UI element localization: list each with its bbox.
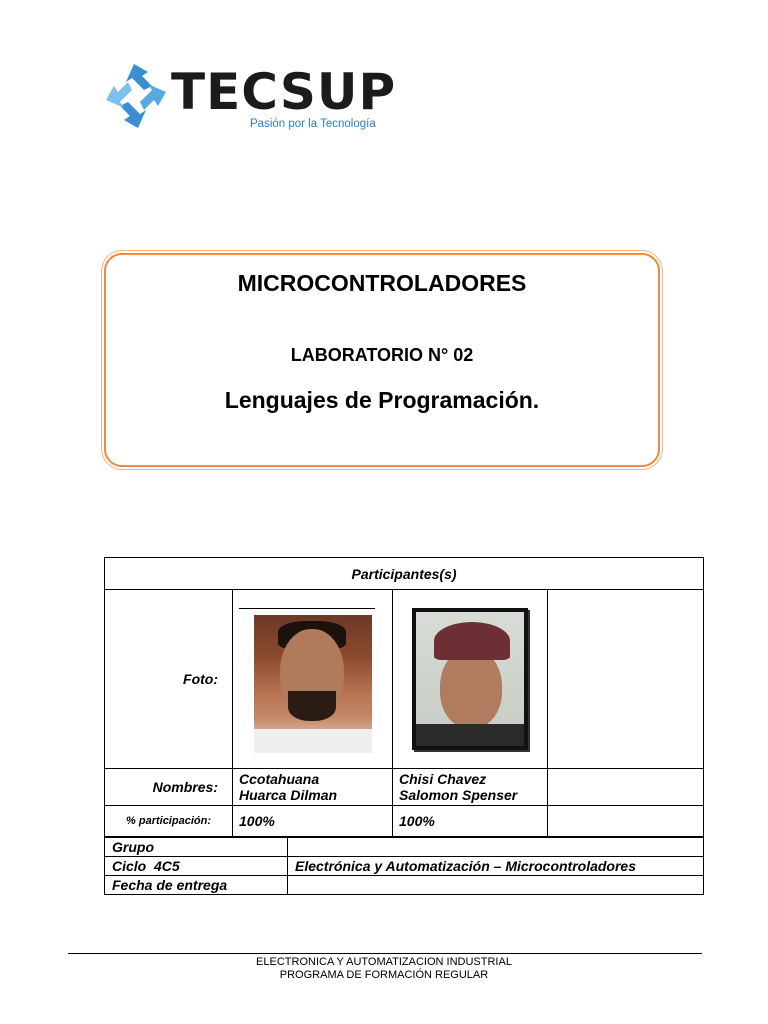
lab-number: LABORATORIO N° 02 <box>290 345 474 365</box>
table-row <box>105 769 704 806</box>
course-title: MICROCONTROLADORES <box>237 270 527 296</box>
logo-arrows-icon <box>104 62 168 130</box>
table-row <box>105 558 704 590</box>
delivery-value <box>288 876 704 895</box>
table-row <box>105 590 704 769</box>
member-name-1: Ccotahuana Huarca Dilman <box>233 769 393 806</box>
footer <box>0 956 768 982</box>
photo-divider <box>239 608 375 609</box>
participation-empty <box>548 806 704 837</box>
title-box <box>104 253 660 467</box>
photo-label: Foto: <box>105 590 233 769</box>
participants-table <box>104 557 704 837</box>
photo-cell-1 <box>233 590 393 769</box>
footer-line-2: PROGRAMA DE FORMACIÓN REGULAR <box>279 969 489 981</box>
participation-label: % participación: <box>105 806 233 837</box>
participation-1: 100% <box>233 806 393 837</box>
info-table <box>104 837 704 895</box>
table-row <box>105 857 704 876</box>
names-label: Nombres: <box>105 769 233 806</box>
logo-tagline: Pasión por la Tecnología <box>250 118 376 130</box>
delivery-label: Fecha de entrega <box>105 876 288 895</box>
cycle-label: Ciclo 4C5 <box>105 857 288 876</box>
logo-wordmark: TECSUP <box>171 63 397 121</box>
member-name-2: Chisi Chavez Salomon Spenser <box>393 769 548 806</box>
footer-line-1: ELECTRONICA Y AUTOMATIZACION INDUSTRIAL <box>256 956 512 968</box>
cycle-value: Electrónica y Automatización – Microcontroladores <box>288 857 704 876</box>
lab-topic: Lenguajes de Programación. <box>224 387 540 413</box>
table-row <box>105 838 704 857</box>
group-value <box>288 838 704 857</box>
tecsup-logo <box>104 60 397 140</box>
participants-header: Participantes(s) <box>105 558 704 590</box>
photo-cell-2 <box>393 590 548 769</box>
participation-2: 100% <box>393 806 548 837</box>
footer-divider <box>68 953 702 954</box>
participant-photo-2 <box>412 608 528 750</box>
table-row <box>105 876 704 895</box>
member-name-empty <box>548 769 704 806</box>
participant-photo-1 <box>254 615 372 753</box>
group-label: Grupo <box>105 838 288 857</box>
photo-cell-empty <box>548 590 704 769</box>
table-row <box>105 806 704 837</box>
